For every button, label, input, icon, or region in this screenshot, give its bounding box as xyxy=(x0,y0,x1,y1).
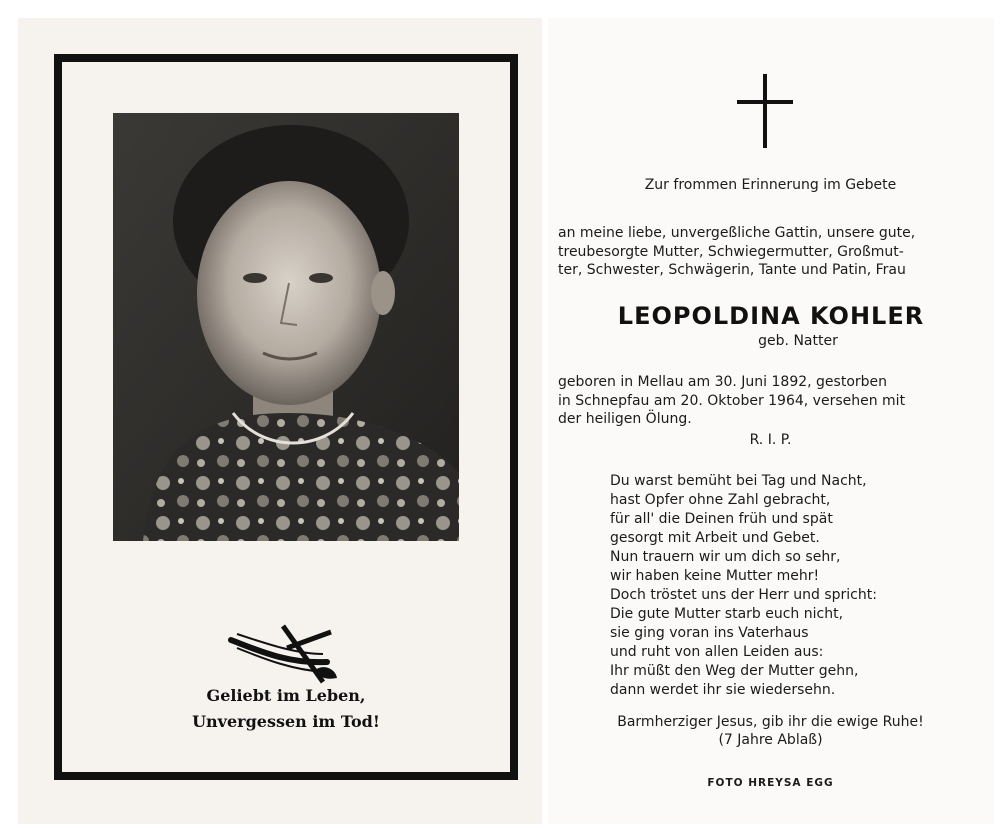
prayer-line: Barmherziger Jesus, gib ihr die ewige Ruhe! xyxy=(617,714,924,730)
frame-verse-line2: Unvergessen im Tod! xyxy=(192,712,380,731)
memorial-card-back xyxy=(548,18,994,824)
frame-verse-line1: Geliebt im Leben, xyxy=(206,686,366,705)
biography-text xyxy=(558,373,983,429)
memorial-card-front xyxy=(18,18,542,824)
rip-line: R. I. P. xyxy=(749,432,792,448)
poem-line: und ruht von allen Leiden aus: xyxy=(610,644,824,660)
poem-line: hast Opfer ohne Zahl gebracht, xyxy=(610,492,831,508)
photo-credit: FOTO HREYSA EGG xyxy=(707,777,834,789)
cross-and-palm-icon xyxy=(227,620,347,684)
poem-line: sie ging voran ins Vaterhaus xyxy=(610,625,809,641)
poem-line: wir haben keine Mutter mehr! xyxy=(610,568,820,584)
biography-line: in Schnepfau am 20. Oktober 1964, versehen mit xyxy=(558,392,906,409)
poem-line: Du warst bemüht bei Tag und Nacht, xyxy=(610,473,867,489)
maiden-name: geb. Natter xyxy=(758,333,838,349)
poem-line: Doch tröstet uns der Herr und spricht: xyxy=(610,587,877,603)
poem-line: Die gute Mutter starb euch nicht, xyxy=(610,606,844,622)
portrait-photo xyxy=(113,113,459,541)
deceased-name: LEOPOLDINA KOHLER xyxy=(617,302,925,330)
indulgence-line: (7 Jahre Ablaß) xyxy=(718,732,823,748)
latin-cross-icon xyxy=(737,74,793,148)
dedication-line: an meine liebe, unvergeßliche Gattin, unsere gute, xyxy=(558,225,916,241)
intro-line: Zur frommen Erinnerung im Gebete xyxy=(644,177,897,193)
biography-line: geboren in Mellau am 30. Juni 1892, gestorben xyxy=(558,374,888,390)
poem-line: gesorgt mit Arbeit und Gebet. xyxy=(610,530,820,546)
dedication-line: treubesorgte Mutter, Schwiegermutter, Großmut- xyxy=(558,243,904,260)
poem-line: Nun trauern wir um dich so sehr, xyxy=(610,549,841,565)
dedication-line: ter, Schwester, Schwägerin, Tante und Patin, Frau xyxy=(558,262,906,278)
poem-line: Ihr müßt den Weg der Mutter gehn, xyxy=(610,663,859,679)
dedication-text xyxy=(558,224,983,280)
memorial-poem xyxy=(610,472,990,700)
biography-line: der heiligen Ölung. xyxy=(558,411,692,427)
mourning-border xyxy=(54,54,518,780)
poem-line: dann werdet ihr sie wiedersehn. xyxy=(610,682,836,698)
portrait-illustration xyxy=(113,113,459,541)
poem-line: für all' die Deinen früh und spät xyxy=(610,511,833,527)
